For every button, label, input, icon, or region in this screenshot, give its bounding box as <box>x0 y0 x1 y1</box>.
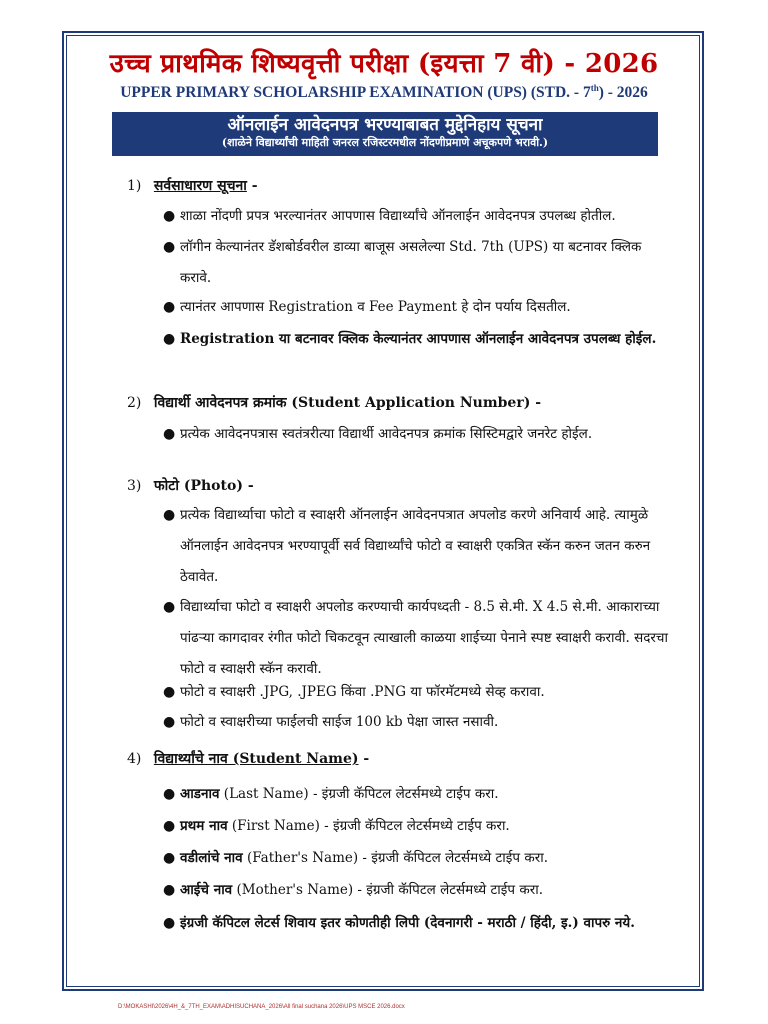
list-item <box>163 875 670 906</box>
bullet-icon: ● <box>163 684 176 700</box>
section-1-heading <box>127 176 258 195</box>
section-title: विद्यार्थ्यांचे नाव (Student Name) <box>153 751 359 767</box>
list-item <box>163 811 670 842</box>
item-text: लॉगीन केल्यानंतर डॅशबोर्डवरील डाव्या बाजूस असलेल्या Std. 7th (UPS) या बटनावर क्लिक करावे. <box>180 239 642 286</box>
title-english-end: ) - 2026 <box>598 84 648 102</box>
bullet-icon: ● <box>163 507 176 523</box>
item-text: त्यानंतर आपणास Registration व Fee Payment हे दोन पर्याय दिसतील. <box>180 299 571 315</box>
bullet-icon: ● <box>163 882 176 898</box>
item-text: शाळा नोंदणी प्रपत्र भरल्यानंतर आपणास विद्यार्थ्यांचे ऑनलाईन आवेदनपत्र उपलब्ध होतील. <box>180 208 616 224</box>
section-title: फोटो (Photo) - <box>153 478 254 494</box>
banner-title: ऑनलाईन आवेदनपत्र भरण्याबाबत मुद्देनिहाय सूचना <box>227 115 543 135</box>
title-english <box>0 83 768 102</box>
section-number: 2) <box>127 395 142 411</box>
item-text: प्रत्येक आवेदनपत्रास स्वतंत्ररीत्या विद्यार्थी आवेदनपत्र क्रमांक सिस्टिमद्वारे जनरेट होईल. <box>180 426 593 442</box>
title-english-main: UPPER PRIMARY SCHOLARSHIP EXAMINATION (UPS) (STD. - 7 <box>120 84 591 102</box>
item-text: प्रत्येक विद्यार्थ्याचा फोटो व स्वाक्षरी ऑनलाईन आवेदनपत्रात अपलोड करणे अनिवार्य आहे. त्यामुळे ऑनलाईन आवेदनपत्र भरण्यापूर्वी सर्व विद्यार्थ्यांचे फोटो व स्वाक्षरी एकत्रित स्कॅन करुन जतन करुन ठेवावेत. <box>180 507 651 585</box>
bullet-icon: ● <box>163 818 176 834</box>
section-title: सर्वसाधारण सूचना <box>153 178 247 194</box>
section-3-heading <box>127 476 254 495</box>
item-text: इंग्रजी कॅपिटल लेटर्स शिवाय इतर कोणतीही लिपी (देवनागरी - मराठी / हिंदी, इ.) वापरु नये. <box>180 915 635 931</box>
list-item <box>163 232 670 294</box>
item-text: (First Name) - इंग्रजी कॅपिटल लेटर्समध्ये टाईप करा. <box>227 818 510 834</box>
item-text: विद्यार्थ्याचा फोटो व स्वाक्षरी अपलोड करण्याची कार्यपध्दती - 8.5 से.मी. X 4.5 से.मी. आकाराच्या पांढऱ्या कागदावर रंगीत फोटो चिकटवून त्याखाली काळया शाईच्या पेनाने स्पष्ट स्वाक्षरी करावी. सदरचा फोटो व स्वाक्षरी स्कॅन करावी. <box>180 599 669 677</box>
list-item <box>163 908 670 939</box>
bullet-icon: ● <box>163 239 176 255</box>
item-text: फोटो व स्वाक्षरीच्या फाईलची साईज 100 kb पेक्षा जास्त नसावी. <box>180 714 499 730</box>
list-item <box>163 292 670 323</box>
banner-subtitle: (शाळेने विद्यार्थ्यांची माहिती जनरल रजिस्टरमधील नोंदणीप्रमाणे अचूकपणे भरावी.) <box>221 136 549 149</box>
list-item <box>163 779 670 810</box>
list-item <box>163 843 670 874</box>
item-text: फोटो व स्वाक्षरी .JPG, .JPEG किंवा .PNG या फॉरमॅटमध्ये सेव्ह करावा. <box>180 684 545 700</box>
title-english-sup: th <box>590 83 599 93</box>
item-text: (Mother's Name) - इंग्रजी कॅपिटल लेटर्समध्ये टाईप करा. <box>232 882 544 898</box>
list-item <box>163 707 670 738</box>
section-number: 4) <box>127 751 142 767</box>
bullet-icon: ● <box>163 208 176 224</box>
bullet-icon: ● <box>163 599 176 615</box>
title-marathi: उच्च प्राथमिक शिष्यवृत्ती परीक्षा (इयत्ता 7 वी) - 2026 <box>109 49 659 79</box>
section-4-heading <box>127 749 369 768</box>
bullet-icon: ● <box>163 299 176 315</box>
section-number: 3) <box>127 478 142 494</box>
section-suffix: - <box>246 178 258 194</box>
bullet-icon: ● <box>163 786 176 802</box>
item-label: आडनाव <box>180 786 220 802</box>
list-item <box>163 419 670 450</box>
section-2-heading <box>127 393 541 412</box>
section-number: 1) <box>127 178 142 194</box>
list-item <box>163 592 670 685</box>
item-text: (Last Name) - इंग्रजी कॅपिटल लेटर्समध्ये टाईप करा. <box>219 786 499 802</box>
section-title: विद्यार्थी आवेदनपत्र क्रमांक (Student Application Number) - <box>153 395 542 411</box>
bullet-icon: ● <box>163 426 176 442</box>
instructions-banner <box>112 112 658 156</box>
item-label: आईचे नाव <box>180 882 233 898</box>
list-item <box>163 500 670 593</box>
section-suffix: - <box>358 751 370 767</box>
list-item <box>163 201 670 232</box>
item-label: वडीलांचे नाव <box>180 850 243 866</box>
list-item <box>163 677 670 708</box>
bullet-icon: ● <box>163 331 176 347</box>
bullet-icon: ● <box>163 714 176 730</box>
bullet-icon: ● <box>163 850 176 866</box>
list-item <box>163 324 670 355</box>
item-label: प्रथम नाव <box>180 818 228 834</box>
item-text: Registration या बटनावर क्लिक केल्यानंतर आपणास ऑनलाईन आवेदनपत्र उपलब्ध होईल. <box>180 331 657 347</box>
bullet-icon: ● <box>163 915 176 931</box>
file-path-footer: D:\MOKASHI\2026\4H_&_7TH_EXAM\ADHISUCHANA_2026\All final suchana 2026\UPS MSCE 2026.docx <box>118 1004 405 1010</box>
item-text: (Father's Name) - इंग्रजी कॅपिटल लेटर्समध्ये टाईप करा. <box>242 850 549 866</box>
